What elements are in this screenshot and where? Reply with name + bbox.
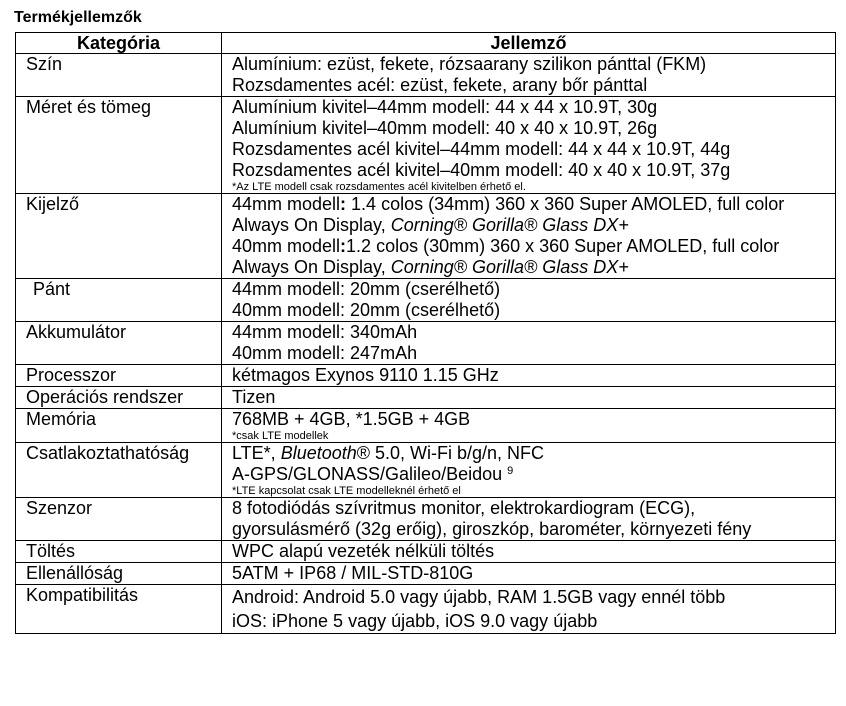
row-label: Szín (16, 54, 222, 97)
table-row (16, 541, 836, 563)
row-label: Töltés (16, 541, 222, 563)
value-line: iOS: iPhone 5 vagy újabb, iOS 9.0 vagy újabb (232, 611, 598, 631)
model-name: 44mm modell (232, 194, 341, 214)
display-spec: 1.4 colos (34mm) 360 x 360 Super AMOLED, full color Always On Display, (232, 194, 785, 235)
row-value (222, 279, 836, 322)
page-title: Termékjellemzők (14, 9, 142, 26)
row-label: Operációs rendszer (16, 387, 222, 409)
row-value (222, 54, 836, 97)
footnote: *LTE kapcsolat csak LTE modelleknél érhető el (232, 485, 461, 497)
value-line (232, 464, 835, 485)
table-header-row (16, 33, 836, 54)
table-row (16, 563, 836, 585)
row-value (222, 443, 836, 498)
row-label: Kijelző (16, 194, 222, 279)
table-row (16, 585, 836, 634)
row-label: Csatlakoztathatóság (16, 443, 222, 498)
value-line: Rozsdamentes acél kivitel–44mm modell: 44 x 44 x 10.9T, 44g (232, 139, 731, 159)
gnss-text: A-GPS/GLONASS/Galileo/Beidou (232, 464, 508, 484)
value-line: 768MB + 4GB, *1.5GB + 4GB (232, 409, 471, 429)
value-line: Alumínium kivitel–40mm modell: 40 x 40 x 10.9T, 26g (232, 118, 658, 138)
colon: : (340, 236, 347, 256)
row-value (222, 498, 836, 541)
table-row (16, 194, 836, 279)
footnote-ref: 9 (507, 465, 514, 477)
footnote: *csak LTE modellek (232, 430, 329, 442)
bluetooth-text: Bluetooth (280, 443, 357, 463)
value-line: gyorsulásmérő (32g erőig), giroszkóp, barométer, környezeti fény (232, 519, 752, 539)
table-row (16, 498, 836, 541)
row-label: Akkumulátor (16, 322, 222, 365)
value-line: 40mm modell: 247mAh (232, 343, 418, 363)
header-feature: Jellemző (222, 33, 836, 54)
row-value (222, 409, 836, 443)
row-value (222, 194, 836, 279)
row-label: Kompatibilitás (16, 585, 222, 634)
value-line: Android: Android 5.0 vagy újabb, RAM 1.5GB vagy ennél több (232, 587, 726, 607)
row-value (222, 585, 836, 634)
row-label: Memória (16, 409, 222, 443)
table-row (16, 365, 836, 387)
value-line: Alumínium kivitel–44mm modell: 44 x 44 x 10.9T, 30g (232, 97, 658, 117)
colon: : (340, 194, 347, 214)
display-spec: 1.2 colos (30mm) 360 x 360 Super AMOLED, full color Always On Display, (232, 236, 780, 277)
value-line: 40mm modell: 20mm (cserélhető) (232, 300, 501, 320)
table-row (16, 54, 836, 97)
table-row (16, 443, 836, 498)
model-name: 40mm modell (232, 236, 341, 256)
value-line: 44mm modell: 340mAh (232, 322, 418, 342)
table-row (16, 409, 836, 443)
table-row (16, 387, 836, 409)
row-value: WPC alapú vezeték nélküli töltés (222, 541, 836, 563)
value-line: Rozsdamentes acél kivitel–40mm modell: 40 x 40 x 10.9T, 37g (232, 160, 731, 180)
table-row (16, 279, 836, 322)
row-label: Pánt (16, 279, 222, 322)
row-label: Méret és tömeg (16, 97, 222, 194)
row-label: Szenzor (16, 498, 222, 541)
row-value: 5ATM + IP68 / MIL-STD-810G (222, 563, 836, 585)
value-paragraph (232, 236, 835, 278)
footnote: *Az LTE modell csak rozsdamentes acél kivitelben érhető el. (232, 181, 526, 193)
row-value: kétmagos Exynos 9110 1.15 GHz (222, 365, 836, 387)
glass-name: Corning® Gorilla® Glass DX+ (390, 215, 629, 235)
value-paragraph (232, 194, 835, 236)
value-line: 8 fotodiódás szívritmus monitor, elektrokardiogram (ECG), (232, 498, 696, 518)
row-label: Processzor (16, 365, 222, 387)
lte-text: LTE*, (232, 443, 281, 463)
glass-name: Corning® Gorilla® Glass DX+ (390, 257, 629, 277)
table-row (16, 97, 836, 194)
header-category: Kategória (16, 33, 222, 54)
value-line: Rozsdamentes acél: ezüst, fekete, arany bőr pánttal (232, 75, 648, 95)
row-value (222, 322, 836, 365)
spec-table (15, 32, 836, 634)
table-row (16, 322, 836, 365)
row-value (222, 97, 836, 194)
row-value: Tizen (222, 387, 836, 409)
row-label: Ellenállóság (16, 563, 222, 585)
wireless-text: ® 5.0, Wi-Fi b/g/n, NFC (356, 443, 545, 463)
value-line (232, 443, 835, 464)
value-line: 44mm modell: 20mm (cserélhető) (232, 279, 501, 299)
value-line: Alumínium: ezüst, fekete, rózsaarany szilikon pánttal (FKM) (232, 54, 707, 74)
